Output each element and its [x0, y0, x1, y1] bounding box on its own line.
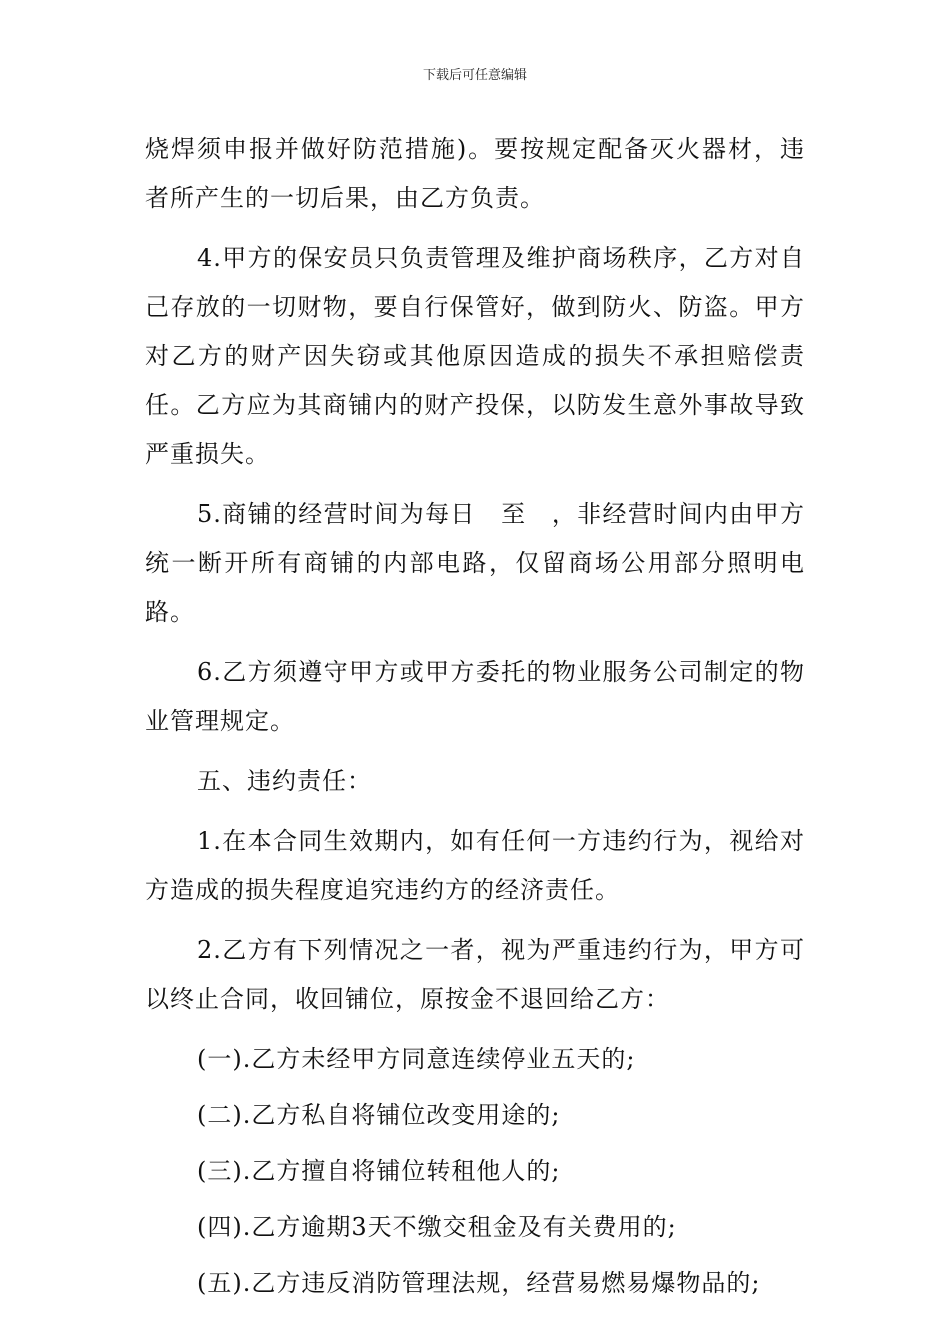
paragraph: 2.乙方有下列情况之一者，视为严重违约行为，甲方可以终止合同，收回铺位，原按金不退回给乙方：	[145, 936, 805, 1013]
section-heading: 五、违约责任：	[197, 767, 372, 795]
paragraph: 4.甲方的保安员只负责管理及维护商场秩序，乙方对自己存放的一切财物，要自行保管好，做到防火、防盗。甲方对乙方的财产因失窃或其他原因造成的损失不承担赔偿责任。乙方应为其商铺内的财产投保，以防发生意外事故导致严重损失。	[145, 244, 805, 468]
document-body	[145, 125, 805, 1315]
list-item: (四).乙方逾期3天不缴交租金及有关费用的;	[197, 1213, 677, 1241]
paragraph: 1.在本合同生效期内，如有任何一方违约行为，视给对方造成的损失程度追究违约方的经济责任。	[145, 827, 805, 904]
page-header: 下载后可任意编辑	[422, 68, 527, 83]
paragraph: 6.乙方须遵守甲方或甲方委托的物业服务公司制定的物业管理规定。	[145, 658, 805, 735]
list-item: (二).乙方私自将铺位改变用途的;	[197, 1101, 561, 1129]
paragraph: 5.商铺的经营时间为每日 至 ，非经营时间内由甲方统一断开所有商铺的内部电路，仅留商场公用部分照明电路。	[145, 500, 805, 626]
list-item: (三).乙方擅自将铺位转租他人的;	[197, 1157, 561, 1185]
paragraph: 烧焊须申报并做好防范措施)。要按规定配备灭火器材，违者所产生的一切后果，由乙方负责。	[145, 135, 805, 212]
list-item: (五).乙方违反消防管理法规，经营易燃易爆物品的;	[197, 1269, 761, 1297]
list-item: (一).乙方未经甲方同意连续停业五天的;	[197, 1045, 636, 1073]
